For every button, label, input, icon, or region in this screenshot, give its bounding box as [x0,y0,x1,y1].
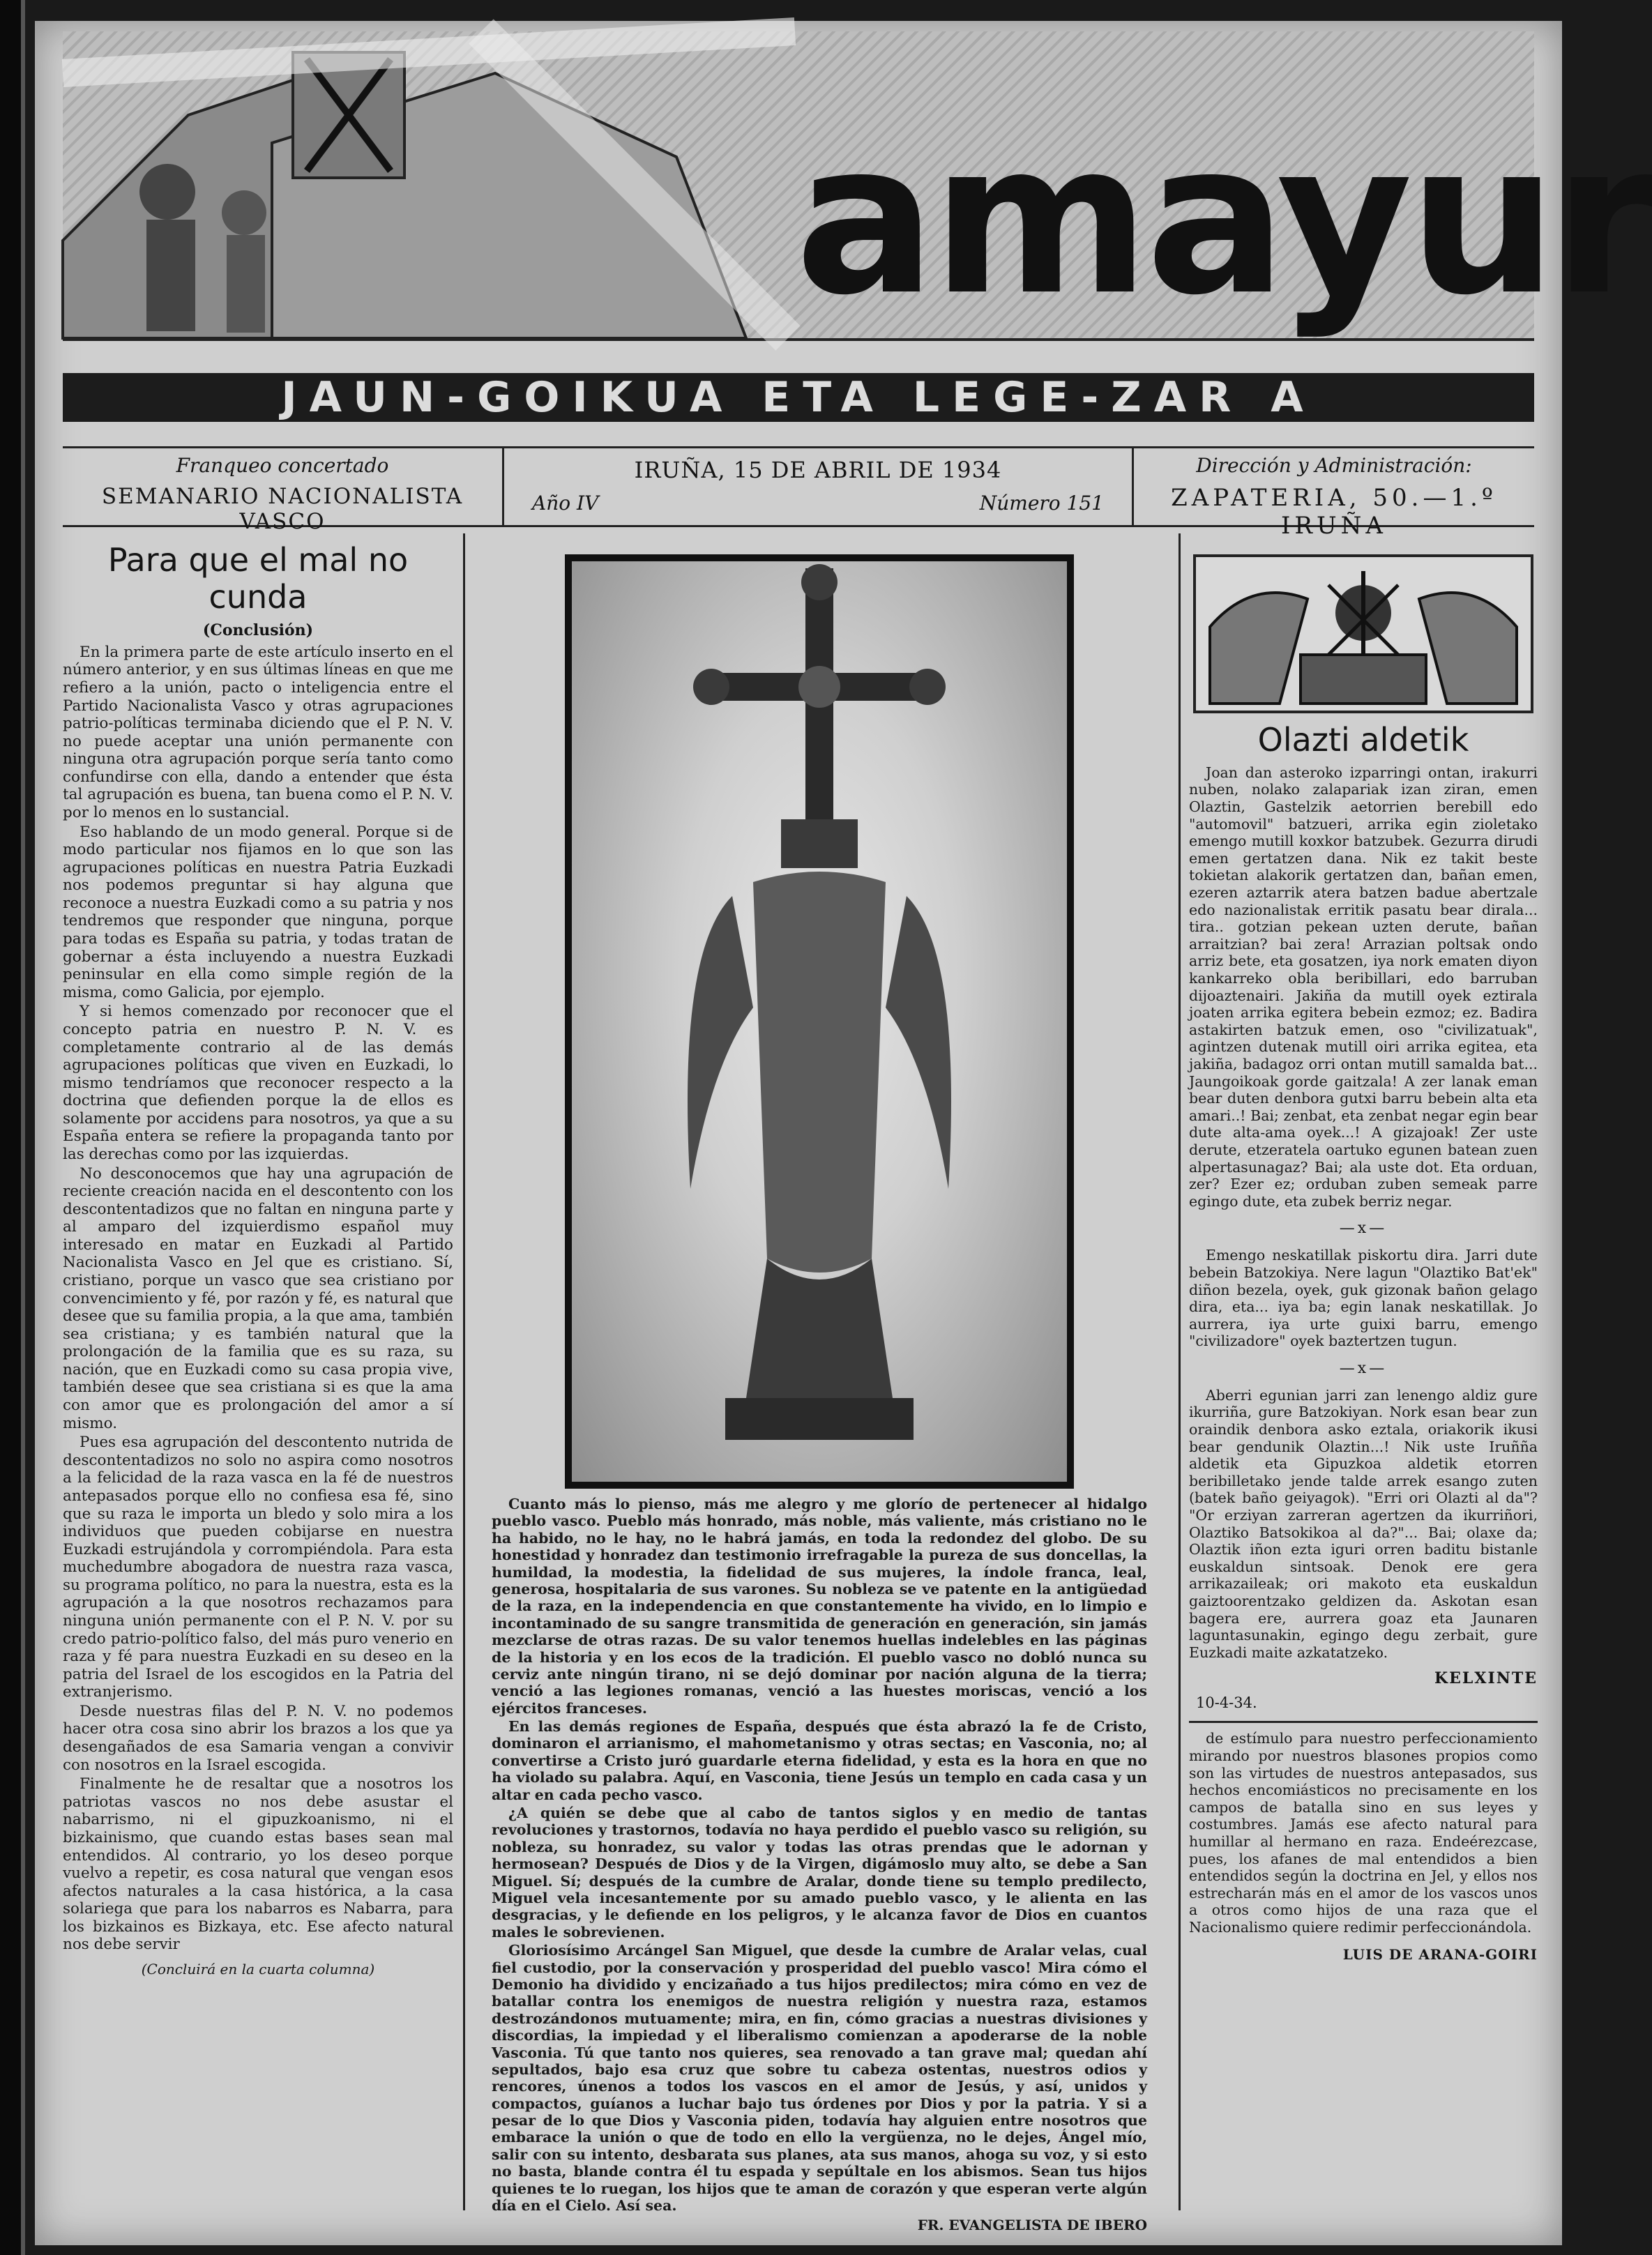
newspaper-page [35,21,1652,2245]
address-text: ZAPATERIA, 50.—1.º IRUÑA [1171,484,1497,540]
left-paragraph: Finalmente he de resaltar que a nosotros los patriotas vascos no nos debe asustar el nabarrismo, ni el gipuzkoanismo, ni el bizkainismo, que cuando estas bases sean mal entendidos. Al contrario, yo los deseo porque vuelvo a repetir, es cosa natural que vengan esos afectos naturales a la casa histórica, a la casa solariega que para los nabarros es Nabarra, para los bizkainos es Bizkaya, etc. Ese afecto natural nos debe servir [63,1775,453,1954]
masthead-motto: JAUN-GOIKUA ETA LEGE-ZAR A [63,373,1534,422]
issue-number: Número 151 [979,492,1104,515]
left-paragraph: Desde nuestras filas del P. N. V. no podemos hacer otra cosa sino abrir los brazos a los que ya desengañados de esa Samaria vengan a convivir con nosotros en la Israel escogida. [63,1702,453,1774]
separator: —x— [1339,1359,1388,1377]
right-headline: Olazti aldetik [1257,721,1469,759]
left-paragraph: En la primera parte de este artículo inserto en el número anterior, y en sus últimas líneas en que me refiero a la unión, pacto o inteligencia entre el Partido Nacionalista Vasco y otras agrupaciones patrio-políticas terminaba diciendo que el P. N. V. no puede aceptar una unión permanente con ninguna otra agrupación porque sería tanto como confundirse con ella, dando a entender que ésta tal agrupación es buena, tan buena como el P. N. V. por lo menos en lo sustancial. [63,643,453,821]
continuation-note: (Concluirá en la cuarta columna) [141,1960,375,1977]
issue-date: IRUÑA, 15 DE ABRIL DE 1934 [634,457,1002,483]
caption-paragraph: Gloriosísimo Arcángel San Miguel, que desde la cumbre de Aralar velas, cual fiel custodio, por la conservación y prosperidad del pueblo vasco! Mira cómo el Demonio ha dividido y encizañado a tus hijos predilectos; mira cómo en vez de batallar contra los enemigos de nuestra religión y nuestra raza, estamos destrozándonos mutuamente; mira, en fin, cómo gracias a nuestras divisiones y discordias, la impiedad y el liberalismo comienzan a apoderarse de la noble Vasconia. Tú que tanto nos quieres, sea renovado a tan grave mal; quedan ahí sepultados, bajo esa cruz que sobre tu cabeza ostentas, nuestros odios y rencores, únenos a todos los vascos en el amor de Jesús, y así, unidos y compactos, guíanos a luchar bajo tus órdenes por Dios y por la patria. Y si a pesar de lo que Dios y Vasconia piden, todavía hay alguien entre nosotros que embarace la unión o que de todo en ello la vergüenza, no le dejes, Ángel mío, salir con su intento, desbarata sus planes, ata sus manos, ahoga su voz, y si esto no basta, blande contra él tu espada y sepúltale en los abismos. Sean tus hijos quienes te lo ruegan, los hijos que te aman de corazón y que esperan verte algún día en el Cielo. Así sea. [492,1942,1147,2215]
right-column [1179,533,1538,2210]
olazti-emblem [1193,554,1533,713]
info-bar [63,446,1534,540]
right-paragraph: Emengo neskatillak piskortu dira. Jarri dute bebein Batzokiya. Nere lagun "Olaztiko Bat'ek" diñon bezela, oyek, guk gizonak bañon gelago dira, eta... iya ba; egin lanak neskatillak. Jo aurrera, iya urte guixi barru, emengo "civilizadore" oyek baztertzen tugun. [1189,1247,1538,1350]
conclusion-label: (Conclusión) [202,621,314,639]
info-center [504,448,1134,525]
caption-signature: FR. EVANGELISTA DE IBERO [917,2217,1147,2234]
issue-year: Año IV [532,492,599,515]
angel-cross-image [572,561,1067,1482]
continuation-paragraph: de estímulo para nuestro perfeccionamiento mirando por nuestros blasones propios como son las virtudes de nuestros antepasados, sus hechos encomiásticos no precisamente en los campos de batalla sino en sus leyes y costumbres. Jamás ese afecto natural para humillar al hermano en raza. Endeérezcase, pues, los afanes de mal entendidos a bien entendidos según la doctrina en Jel, y ellos nos estrecharán más en el amor de los vascos unos a otros como hijos de una raza que el Nacionalismo quiere redimir perfeccionándola. [1189,1730,1538,1936]
left-column [63,533,465,2210]
right-signature: KELXINTE [1434,1669,1538,1688]
right-date: 10-4-34. [1196,1694,1257,1712]
continuation-signature: LUIS DE ARANA-GOIRI [1342,1945,1538,1963]
right-paragraph: Aberri egunian jarri zan lenengo aldiz gure ikurriña, gure Batzokiyan. Nork esan bear zun oraindik denbora asko eztala, oriakorik ikusi bear gendunik Olaztin...! Nik uste Iruñña aldetik eta Gipuzkoa aldetik etorren beribilletako jende talde arrek esango zuten (batek baño geiyagok). "Erri ori Olazti al da"? "Or erziyan zarreran agertzen da ikurriñori, Olaztiko Batsokikoa al da?"... Bai; olaxe da; Olaztik iñon ezta iguri orren baditu bistanle euskaldun sintsoak. Denok ere gera arrikazaileak; ori makoto eta euskaldun gaiztoorentzako geldizen da. Askotan esan bagera ere, aurrera goaz eta Jaunaren laguntasunakin, egingo degu zerbait, gure Euzkadi maite azkatatzeko. [1189,1386,1538,1661]
left-paragraph: Pues esa agrupación del descontento nutrida de descontentadizos no solo no aspira como nosotros a la felicidad de la raza vasca en la fé de nuestros antepasados porque ello no confiesa esa fé, sino que su raza le importa un bledo y solo mira a los individuos que pueden cobijarse en nuestra Euzkadi estrujándola y corrompiéndola. Para esta muchedumbre abogadora de nuestra raza vasca, su programa político, no para la nuestra, esta es la agrupación a la que nosotros rechazamos para ninguna unión permanente con el P. N. V. por su credo patrio-político falso, del más puro venerio en raza y fé para nuestra Euzkadi en su deseo en la patria del Israel de los escogidos en la Patria del extranjerismo. [63,1434,453,1701]
reliquary-photo [565,554,1074,1489]
caption-paragraph: En las demás regiones de España, después que ésta abrazó la fe de Cristo, dominaron el arrianismo, el mahometanismo y otras sectas; en Vasconia, no; al convertirse a Cristo juró guardarle eterna fidelidad, y esta es la hora en que no ha violado su palabra. Aquí, en Vasconia, tiene Jesús un templo en cada casa y un altar en cada pecho vasco. [492,1718,1147,1803]
middle-column [471,533,1168,2234]
direccion-text: Dirección y Administración: [1196,454,1472,477]
right-paragraph: Joan dan asteroko izparringi ontan, irakurri nuben, nolako zalapariak izan ziran, emen Olaztin, Gastelzik aetorrien berebill edo "automovil" batzueri, arrika egin zioletako emengo mutill koxkor batzubek. Gezurra dirudi emen gertatzen dana. Nik ez takit beste tokietan alakorik gertatzen dan, bañan emen, ezeren aztarrik atera batzen badue abertzale edo nazionalistak erritik pasatu bear dirala... tira.. gotzian pekean uzten derute, bañan arraitzian? bai zera! Arrazian poltsak ondo arriz bete, eta gosatzen, iya nork ematen diyon kankarreko obla beribillari, edo barruban dijoaztenairi. Jakiña da mutill oyek eztirala joaten arrika egitera bebein ezmoz; ez. Badira astakirten batzuk emen, oso "civilizatuak", agintzen dutenak mutill oiri arrika egitea, eta jakiña, badagoz orri ontan mutill samalda bat... Jaungoikoak gorde gaitzala! A zer lanak eman bear duten denbora gutxi barru bebein alta eta amari..! Bai; zenbat, eta zenbat negar egin bear dute alta-ama oyek...! A gizajoak! Zer uste derute, etzeratela oartuko egunen batean zuen alpertasunagaz? Bai; ala uste dot. Eta orduan, zer? Ezer ez; orduban zuben semeak parre egingo dute, eta zubek berriz negar. [1189,764,1538,1210]
franqueo-text: Franqueo concertado [176,454,389,477]
divider [1189,1721,1538,1723]
left-headline: Para que el mal no cunda [107,541,409,616]
masthead [63,31,1652,422]
caption-paragraph: ¿A quién se debe que al cabo de tantos siglos y en medio de tantas revoluciones y trastornos, todavía no haya perdido el pueblo vasco su religión, su nobleza, su honradez, su valor y todas las otras prendas que le adornan y hermosean? Después de Dios y de la Virgen, digámoslo muy alto, se debe a San Miguel. Sí; después de la cumbre de Aralar, donde tiene su templo predilecto, Miguel vela incesantemente por su amado pueblo vasco, y le alienta en las desgracias, y le defiende en los peligros, y le alcanza favor de Dios en cuantos males le sobrevienen. [492,1805,1147,1941]
separator: —x— [1339,1220,1388,1238]
left-paragraph: Eso hablando de un modo general. Porque si de modo particular nos fijamos en lo que son las agrupaciones políticas en nuestra Patria Euzkadi nos podemos preguntar si hay alguna que reconoce a nuestra Euzkadi como a su patria y nos tendremos que responder que ninguna, porque para todas es España su patria, y todas tratan de gobernar a ésta incluyendo a nuestra Euzkadi peninsular en ella como simple región de la misma, como Galicia, por ejemplo. [63,823,453,1001]
caption-paragraph: Cuanto más lo pienso, más me alegro y me glorío de pertenecer al hidalgo pueblo vasco. Pueblo más honrado, más noble, más valiente, más cristiano no le ha habido, no le hay, no le habrá jamás, en toda la redondez del globo. De su honestidad y honradez dan testimonio irrefragable la pureza de sus doncellas, la humildad, la modestia, la fidelidad de sus mujeres, la índole franca, leal, generosa, hospitalaria de sus varones. Su nobleza se ve patente en la antigüedad de la raza, en la independencia en que constantemente ha vivido, en lo limpio e incontaminado de su sangre transmitida de generación en generación, sin jamás mezclarse de otras razas. De su valor tenemos huellas indelebles en las páginas de la historia y en los ecos de la tradición. El pueblo vasco no dobló nunca su cerviz ante ningún tirano, ni se dejó dominar por nación alguna de la tierra; venció a las legiones romanas, venció a las huestes moriscas, venció a los ejércitos franceses. [492,1496,1147,1717]
masthead-illustration [63,31,1652,341]
left-paragraph: No desconocemos que hay una agrupación de reciente creación nacida en el descontento con los descontentadizos que no faltan en ninguna parte y al amparo del izquierdismo español muy interesado en matar en Euzkadi al Partido Nacionalista Vasco en Jel que es cristiano. Sí, cristiano, porque un vasco que sea cristiano por convencimiento y fé, por razón y fé, es natural que desee que su familia propia, a la que ama, también sea cristiana; y es también natural que la prolongación de la familia que es su raza, su nación, que en Euzkadi como su casa propia vive, también desee que sea cristiana si es que la ama con amor que es prolongación del amor a sí mismo. [63,1164,453,1432]
binding-edge [0,0,33,2255]
info-right [1134,448,1534,540]
info-left [63,448,504,534]
left-paragraph: Y si hemos comenzado por reconocer que el concepto patria en nuestro P. N. V. es completamente contrario al de las demás agrupaciones políticas que viven en Euzkadi, lo mismo tendríamos que reconocer respecto a la doctrina que defienden porque la de ellos es solamente por accidens para nosotros, ya que a su España entera se refiere la propaganda tanto por las derechas como por las izquierdas. [63,1003,453,1163]
seminario-text: SEMANARIO NACIONALISTA VASCO [101,484,464,534]
photo-caption [492,1496,1147,2233]
masthead-title: amayur [795,98,1652,341]
